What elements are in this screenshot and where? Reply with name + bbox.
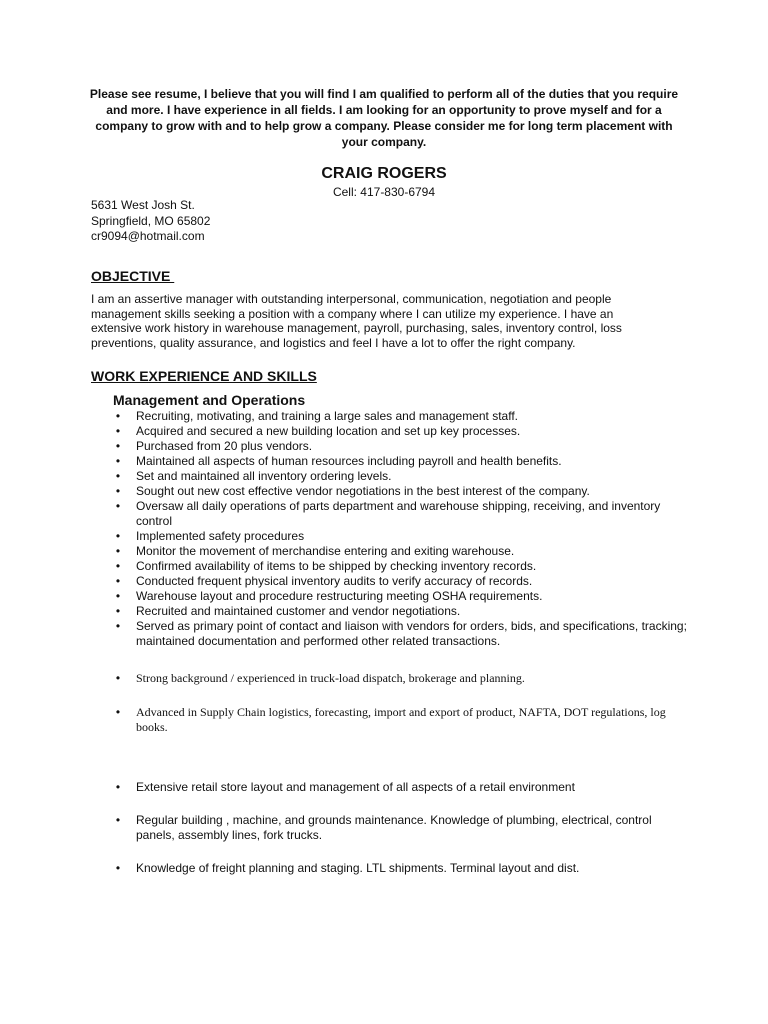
bullet-icon: • [115,780,121,794]
bullet-icon: • [115,439,121,453]
email-address: cr9094@hotmail.com [91,229,205,243]
list-item [113,484,693,499]
list-item-text: Set and maintained all inventory ordering levels. [136,469,392,483]
list-item-text: Monitor the movement of merchandise entering and exiting warehouse. [136,544,515,558]
bullet-icon: • [115,671,121,685]
list-item [113,469,693,484]
list-item [113,671,693,686]
list-item [113,705,693,734]
list-item-text: Sought out new cost effective vendor negotiations in the best interest of the company. [136,484,590,498]
list-item [113,574,693,589]
list-item [113,559,693,574]
bullet-icon: • [115,484,121,498]
bullet-icon: • [115,861,121,875]
list-item-text: Extensive retail store layout and management of all aspects of a retail environment [136,780,575,794]
city-state-zip: Springfield, MO 65802 [91,213,211,228]
list-item [113,619,693,649]
list-item-text: Recruited and maintained customer and vendor negotiations. [136,604,461,618]
bullet-icon: • [115,499,121,513]
bullet-icon: • [115,705,121,719]
list-item [113,780,693,795]
bullet-icon: • [115,529,121,543]
list-item [113,439,693,454]
bullet-icon: • [115,469,121,483]
objective-heading: OBJECTIVE [91,268,175,284]
list-item-text: Regular building , machine, and grounds maintenance. Knowledge of plumbing, electrical, control panels, assembly lines, fork trucks. [136,813,652,842]
extra-skill-3 [113,780,693,795]
list-item-text: Implemented safety procedures [136,529,305,543]
list-item [113,424,693,439]
extra-skill-5 [113,861,693,876]
extra-skill-2 [113,705,693,734]
list-item-text: Confirmed availability of items to be shipped by checking inventory records. [136,559,537,573]
extra-skill-4 [113,813,693,842]
work-experience-heading: WORK EXPERIENCE AND SKILLS [91,368,317,384]
list-item-text: Conducted frequent physical inventory audits to verify accuracy of records. [136,574,533,588]
list-item [113,813,693,842]
cover-note: Please see resume, I believe that you will find I am qualified to perform all of the duties that you require and more. I have experience in all fields. I am looking for an opportunity to prove myself and for a company to grow with and to help grow a company. Please consider me for long term placement with your company. [89,87,679,149]
contact-address [91,198,210,245]
bullet-icon: • [115,604,121,618]
objective-text: I am an assertive manager with outstanding interpersonal, communication, negotiation and people management skills seeking a position with a company where I can utilize my experience. I have an extensive work history in warehouse management, payroll, purchasing, sales, inventory control, loss preventions, quality assurance, and logistics and feel I have a lot to offer the right company. [91,292,622,350]
bullet-icon: • [115,424,121,438]
bullet-icon: • [115,589,121,603]
management-operations-subheading: Management and Operations [113,392,306,408]
extra-skill-1 [113,671,693,686]
list-item [113,604,693,619]
list-item-text: Oversaw all daily operations of parts department and warehouse shipping, receiving, and inventory control [136,499,661,528]
list-item [113,454,693,469]
list-item-text: Knowledge of freight planning and staging. LTL shipments. Terminal layout and dist. [136,861,580,875]
street-address: 5631 West Josh St. [91,198,195,212]
list-item-text: Purchased from 20 plus vendors. [136,439,313,453]
bullet-icon: • [115,454,121,468]
list-item-text: Recruiting, motivating, and training a large sales and management staff. [136,409,518,423]
bullet-icon: • [115,813,121,827]
bullet-icon: • [115,619,121,633]
bullet-icon: • [115,409,121,423]
bullet-icon: • [115,544,121,558]
skills-list [113,409,693,649]
list-item [113,409,693,424]
list-item [113,589,693,604]
list-item-text: Served as primary point of contact and liaison with vendors for orders, bids, and specifications, tracking; maintained documentation and performed other related transactions. [136,619,687,648]
list-item-text: Maintained all aspects of human resources including payroll and health benefits. [136,454,562,468]
bullet-icon: • [115,559,121,573]
list-item-text: Warehouse layout and procedure restructuring meeting OSHA requirements. [136,589,543,603]
cell-phone: Cell: 417-830-6794 [332,185,436,199]
list-item-text: Strong background / experienced in truck-load dispatch, brokerage and planning. [136,671,525,685]
list-item [113,861,693,876]
list-item-text: Acquired and secured a new building location and set up key processes. [136,424,521,438]
list-item [113,499,693,529]
list-item [113,529,693,544]
list-item-text: Advanced in Supply Chain logistics, forecasting, import and export of product, NAFTA, DOT regulations, log books. [136,705,666,734]
candidate-name: CRAIG ROGERS [321,165,447,182]
list-item [113,544,693,559]
bullet-icon: • [115,574,121,588]
